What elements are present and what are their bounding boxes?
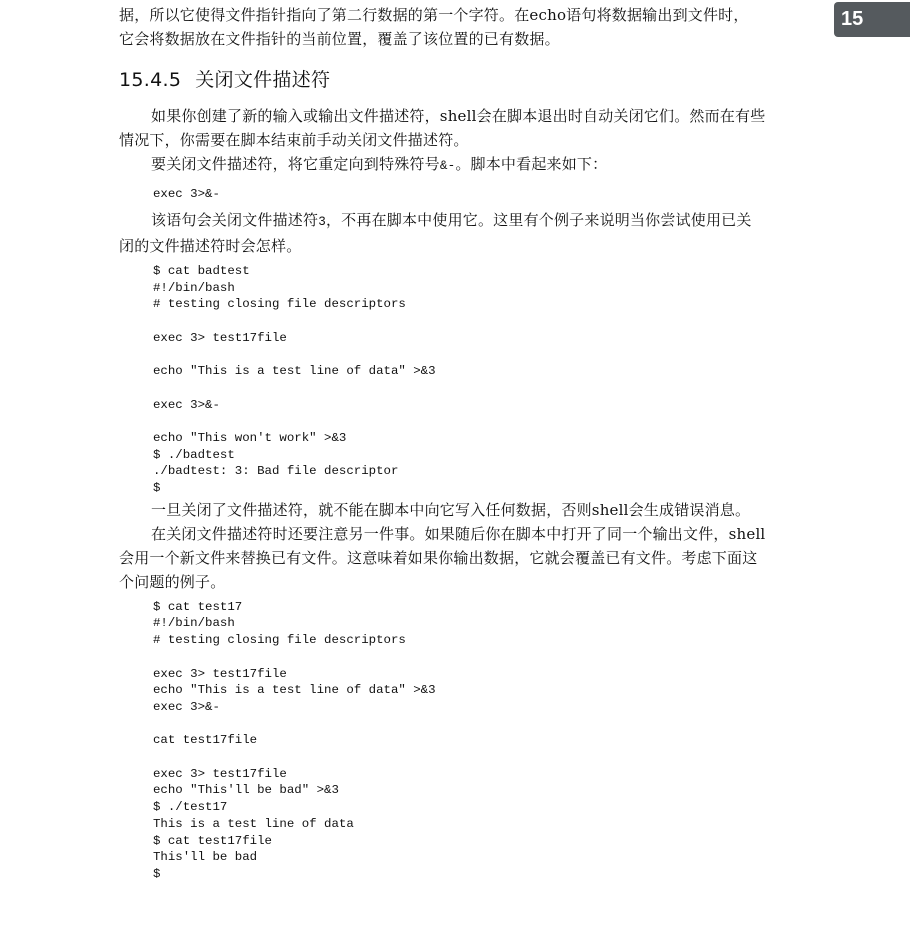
code-line [153, 347, 817, 364]
para3-prefix: 该语句会关闭文件描述符 [151, 211, 319, 229]
code-line: echo "This'll be bad" >&3 [153, 783, 339, 798]
code-line [153, 649, 817, 666]
code-line: $ cat badtest [153, 264, 250, 278]
code-line: ./badtest: 3: Bad file descriptor [153, 464, 399, 479]
code-line [153, 413, 817, 430]
paragraph-redirect-symbol [119, 152, 817, 178]
code-line: $ ./badtest [153, 447, 235, 462]
intro-line-1: 据，所以它使得文件指针指向了第二行数据的第一个字符。在echo语句将数据输出到文件时， [119, 6, 749, 24]
para5-line-3: 个问题的例子。 [119, 572, 226, 591]
para1-line-2: 情况下，你需要在脚本结束前手动关闭文件描述符。 [119, 131, 469, 149]
code-line [153, 380, 817, 397]
code-line: # testing closing file descriptors [153, 633, 406, 648]
para2-suffix: 。脚本中看起来如下： [455, 155, 608, 173]
code-line: $ cat test17 [153, 599, 243, 614]
code-line: echo "This is a test line of data" >&3 [153, 683, 436, 698]
section-title: 关闭文件描述符 [195, 69, 331, 91]
code-line: #!/bin/bash [153, 616, 235, 631]
paragraph-closed-fd-error [119, 498, 817, 522]
chapter-number: 15 [841, 8, 864, 30]
code-line: This'll be bad [153, 850, 258, 865]
section-heading [119, 68, 817, 92]
chapter-tab [834, 2, 910, 37]
intro-paragraph [119, 3, 817, 51]
code-line: exec 3>&- [153, 397, 220, 412]
code-line: This is a test line of data [153, 816, 354, 831]
code-line [153, 313, 817, 330]
code-line: echo "This won't work" >&3 [153, 430, 347, 445]
fd-number: 3 [318, 215, 326, 229]
para3-line-2: 闭的文件描述符时会怎样。 [119, 237, 302, 255]
intro-line-2: 它会将数据放在文件指针的当前位置，覆盖了该位置的已有数据。 [119, 30, 560, 48]
code-line: exec 3>&- [153, 699, 220, 714]
paragraph-reopen-warning [119, 522, 817, 594]
para3-line-1-rest: ，不再在脚本中使用它。这里有个例子来说明当你尝试使用已关 [325, 211, 752, 229]
code-line [153, 749, 817, 766]
para5-line-2: 会用一个新文件来替换已有文件。这意味着如果你输出数据，它就会覆盖已有文件。考虑下面这 [119, 548, 758, 567]
code-line: $ [153, 481, 161, 496]
code-block-badtest [119, 263, 817, 497]
code-line: $ ./test17 [153, 800, 228, 815]
code-line: $ [153, 866, 161, 881]
code-line: exec 3> test17file [153, 330, 287, 345]
para4-text: 一旦关闭了文件描述符，就不能在脚本中向它写入任何数据，否则shell会生成错误消息。 [151, 500, 751, 519]
code-line: $ cat test17file [153, 833, 272, 848]
code-line: exec 3> test17file [153, 766, 287, 781]
paragraph-auto-close [119, 104, 817, 152]
special-symbol: &- [439, 159, 456, 173]
para2-prefix: 要关闭文件描述符，将它重定向到特殊符号 [151, 155, 440, 173]
code-line: cat test17file [153, 733, 258, 748]
code-line [153, 716, 817, 733]
para1-line-1: 如果你创建了新的输入或输出文件描述符，shell会在脚本退出时自动关闭它们。然而在有些 [151, 107, 766, 125]
code-line: echo "This is a test line of data" >&3 [153, 364, 436, 379]
code-line: # testing closing file descriptors [153, 297, 406, 312]
code-exec-close: exec 3>&- [153, 187, 220, 201]
code-line: #!/bin/bash [153, 280, 235, 295]
para5-line-1: 在关闭文件描述符时还要注意另一件事。如果随后你在脚本中打开了同一个输出文件，shell [151, 524, 766, 543]
paragraph-close-fd3 [119, 208, 817, 258]
code-line: exec 3> test17file [153, 666, 287, 681]
code-block-test17 [119, 599, 817, 883]
page-content [119, 0, 817, 883]
section-number: 15.4.5 [119, 69, 182, 91]
